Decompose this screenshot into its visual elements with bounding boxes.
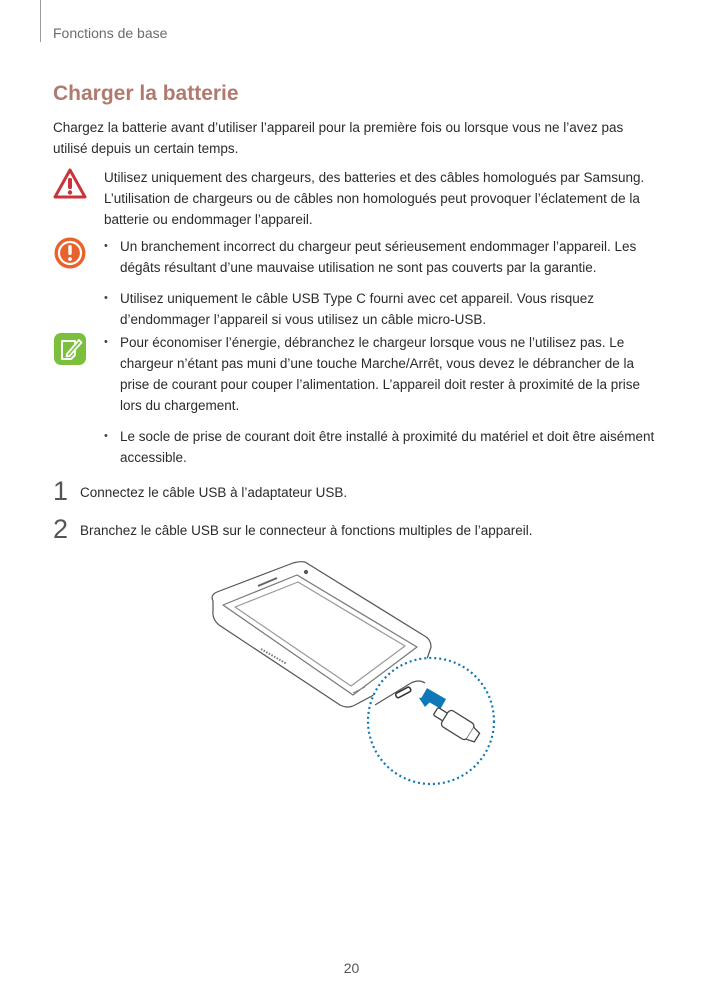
exclamation-circle-icon (53, 236, 87, 270)
header-rule (40, 0, 41, 42)
note-pencil-icon (53, 332, 87, 366)
list-item: • Utilisez uniquement le câble USB Type C fourni avec cet appareil. Vous risquez d’endommager l’appareil si vous utilisez un câble micro-USB. (104, 288, 655, 330)
charging-illustration (205, 555, 505, 795)
caution-list (104, 236, 655, 330)
note-list (104, 332, 655, 468)
step-number: 1 (53, 476, 69, 506)
page-title: Charger la batterie (53, 82, 239, 105)
warning-triangle-icon (53, 167, 87, 201)
section-label: Fonctions de base (53, 25, 168, 41)
list-item: • Un branchement incorrect du chargeur peut sérieusement endommager l’appareil. Les dégâts résultant d’une mauvaise utilisation ne sont pas couverts par la garantie. (104, 236, 655, 278)
zoom-callout (368, 658, 494, 784)
list-item: • Le socle de prise de courant doit être installé à proximité du matériel et doit être aisément accessible. (104, 426, 655, 468)
step-text: Branchez le câble USB sur le connecteur à fonctions multiples de l’appareil. (80, 523, 533, 538)
step-text: Connectez le câble USB à l’adaptateur USB. (80, 485, 348, 500)
step-number: 2 (53, 514, 69, 544)
warning-text: Utilisez uniquement des chargeurs, des batteries et des câbles homologués par Samsung. L’utilisation de chargeurs ou de câbles non homologués peut provoquer l’éclatement de la batterie ou endommager l’appareil. (104, 170, 645, 227)
page-number: 20 (343, 960, 360, 976)
list-item: • Pour économiser l’énergie, débranchez le chargeur lorsque vous ne l’utilisez pas. Le chargeur n’étant pas muni d’une touche Marche/Arrêt, vous devez le débrancher de la prise de courant pour couper l’alimentation. L’appareil doit rester à proximité de la prise lors du chargement. (104, 332, 655, 416)
intro-paragraph: Chargez la batterie avant d’utiliser l’appareil pour la première fois ou lorsque vous ne l’avez pas utilisé depuis un certain temps. (53, 120, 624, 156)
